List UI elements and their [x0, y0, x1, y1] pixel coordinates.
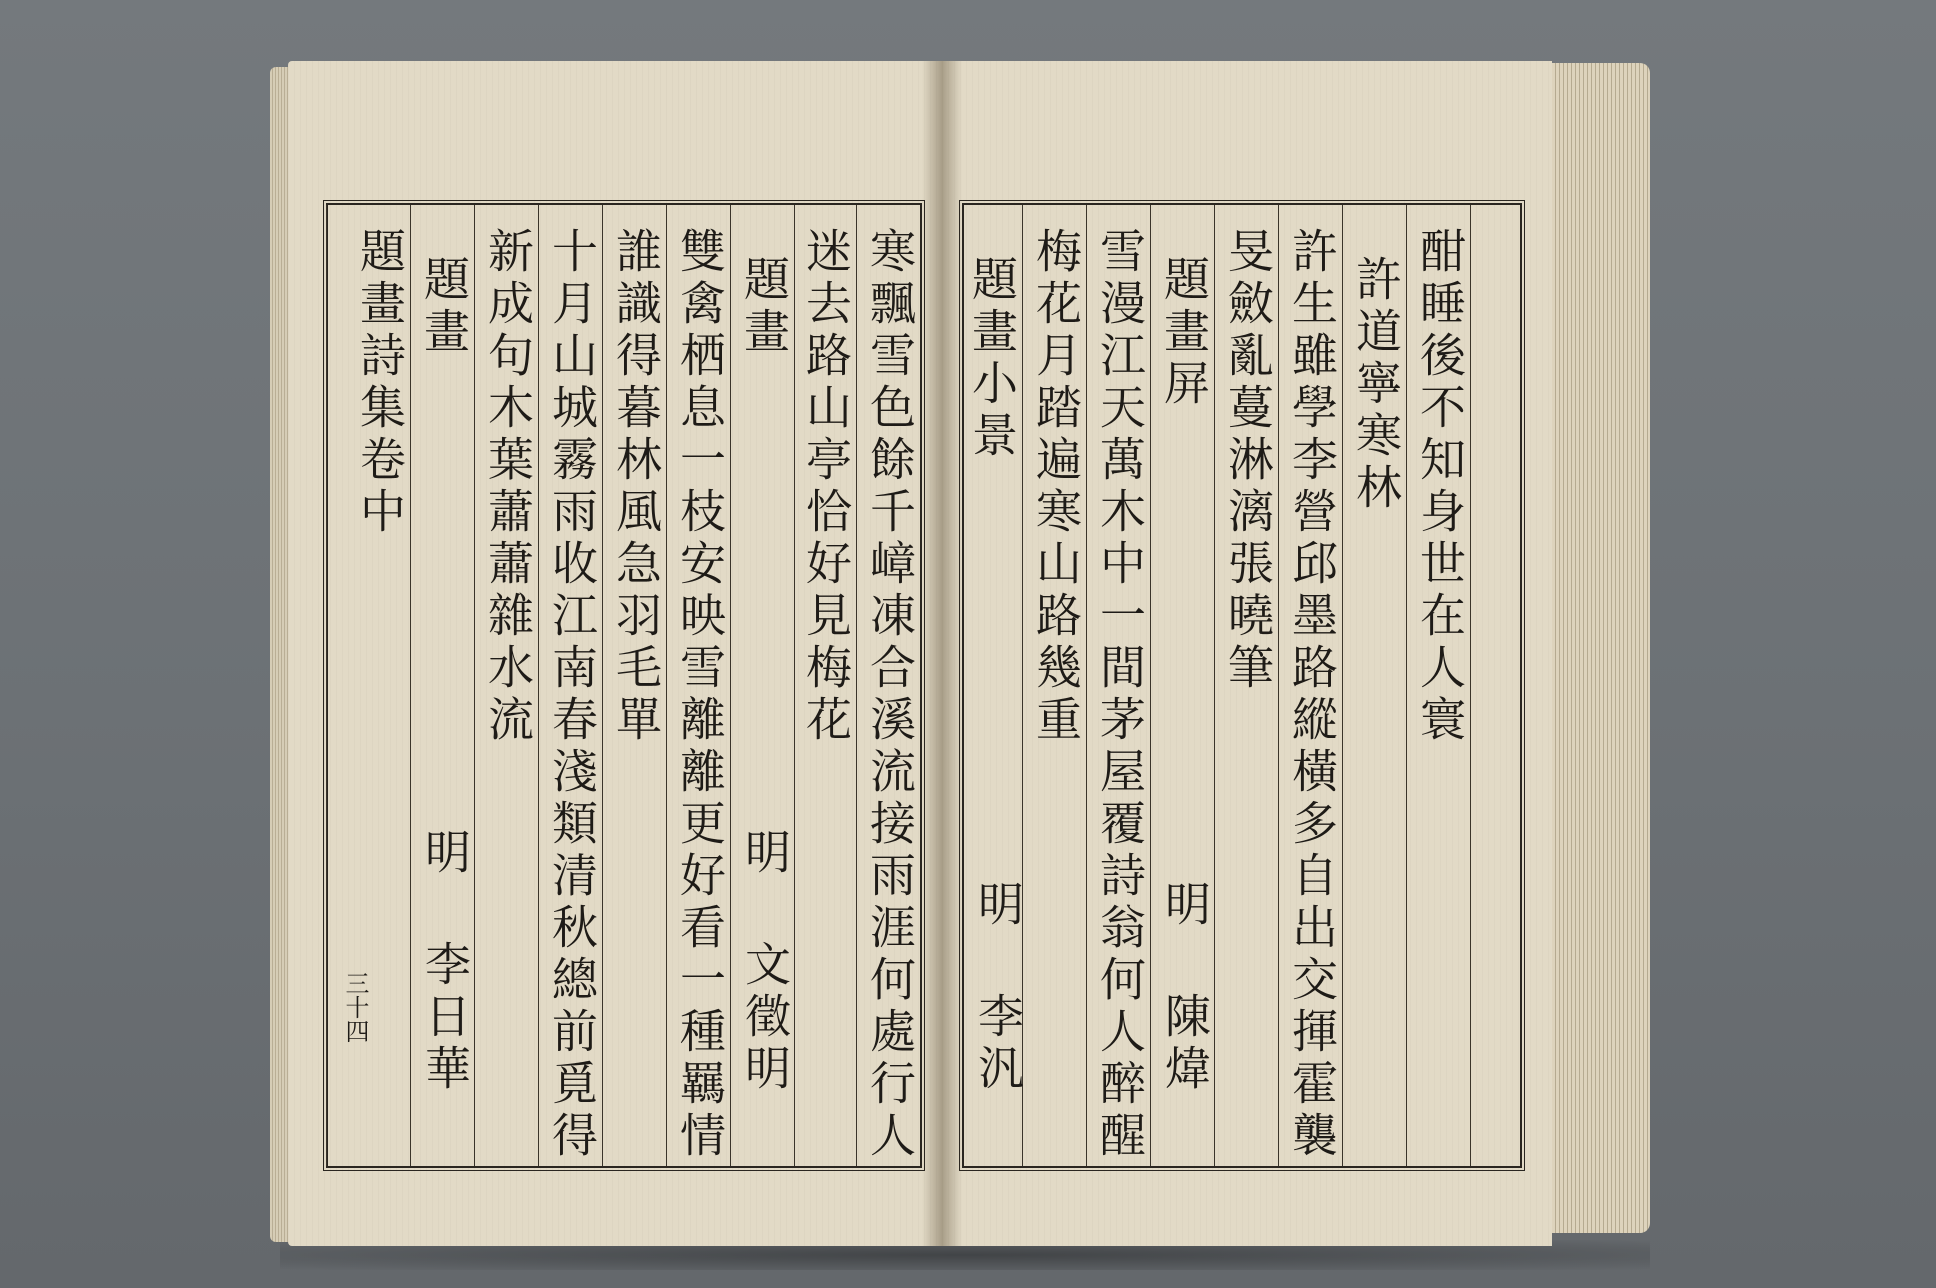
right-page-frame [962, 203, 1522, 1168]
poem-title: 題畫 [737, 255, 791, 359]
text-column [474, 205, 538, 1166]
text-column [1406, 205, 1470, 1166]
column-text: 誰識得暮林風急羽毛單 [609, 227, 663, 747]
poem-author: 明 李日華 [418, 828, 472, 1096]
text-column [602, 205, 666, 1166]
text-column [1214, 205, 1278, 1166]
open-book [270, 55, 1650, 1255]
poem-author: 明 文徵明 [738, 828, 792, 1096]
poem-title: 題畫屏 [1157, 255, 1211, 411]
column-text: 十月山城霧雨收江南春淺類清秋總前覓得 [545, 227, 599, 1163]
poem-title-column [1150, 205, 1214, 1166]
column-text: 旻斂亂蔓淋漓張曉筆 [1221, 227, 1275, 695]
column-text: 雙禽栖息一枝安映雪離離更好看一種羈情 [673, 227, 727, 1163]
poem-title-column [964, 205, 1025, 1166]
column-text: 迷去路山亭恰好見梅花 [799, 227, 853, 747]
column-text: 許生雖學李營邱墨路縱橫多自出交揮霍襲 [1285, 227, 1339, 1163]
text-column [794, 205, 856, 1166]
column-text: 寒飄雪色餘千嶂凍合溪流接雨涯何處行人 [863, 227, 917, 1163]
text-column [856, 205, 920, 1166]
page-number: 三十四 [341, 971, 369, 1043]
poem-title-column [730, 205, 794, 1166]
column-text: 梅花月踏遍寒山路幾重 [1029, 227, 1083, 747]
text-column [1022, 205, 1086, 1166]
page-edges-right [1540, 63, 1650, 1233]
poem-author: 明 陳煒 [1158, 880, 1212, 1096]
left-page-frame [326, 203, 922, 1168]
poem-title: 題畫 [417, 255, 471, 359]
poem-title: 許道寧寒林 [1349, 255, 1403, 515]
text-column [1278, 205, 1342, 1166]
column-text: 雪漫江天萬木中一間茅屋覆詩翁何人醉醒 [1093, 227, 1147, 1163]
margin-column [1470, 205, 1520, 1166]
margin-title: 題畫詩集卷中 [353, 227, 407, 539]
poem-author: 明 李汎 [971, 880, 1025, 1096]
poem-title: 題畫小景 [965, 255, 1019, 463]
poem-title-column [410, 205, 474, 1166]
column-text: 酣睡後不知身世在人寰 [1413, 227, 1467, 747]
text-column [538, 205, 602, 1166]
poem-title-column [1342, 205, 1406, 1166]
column-text: 新成句木葉蕭蕭雜水流 [481, 227, 535, 747]
text-column [666, 205, 730, 1166]
book-gutter [922, 61, 962, 1246]
left-page [288, 61, 943, 1246]
right-page [942, 61, 1552, 1246]
text-column [1086, 205, 1150, 1166]
